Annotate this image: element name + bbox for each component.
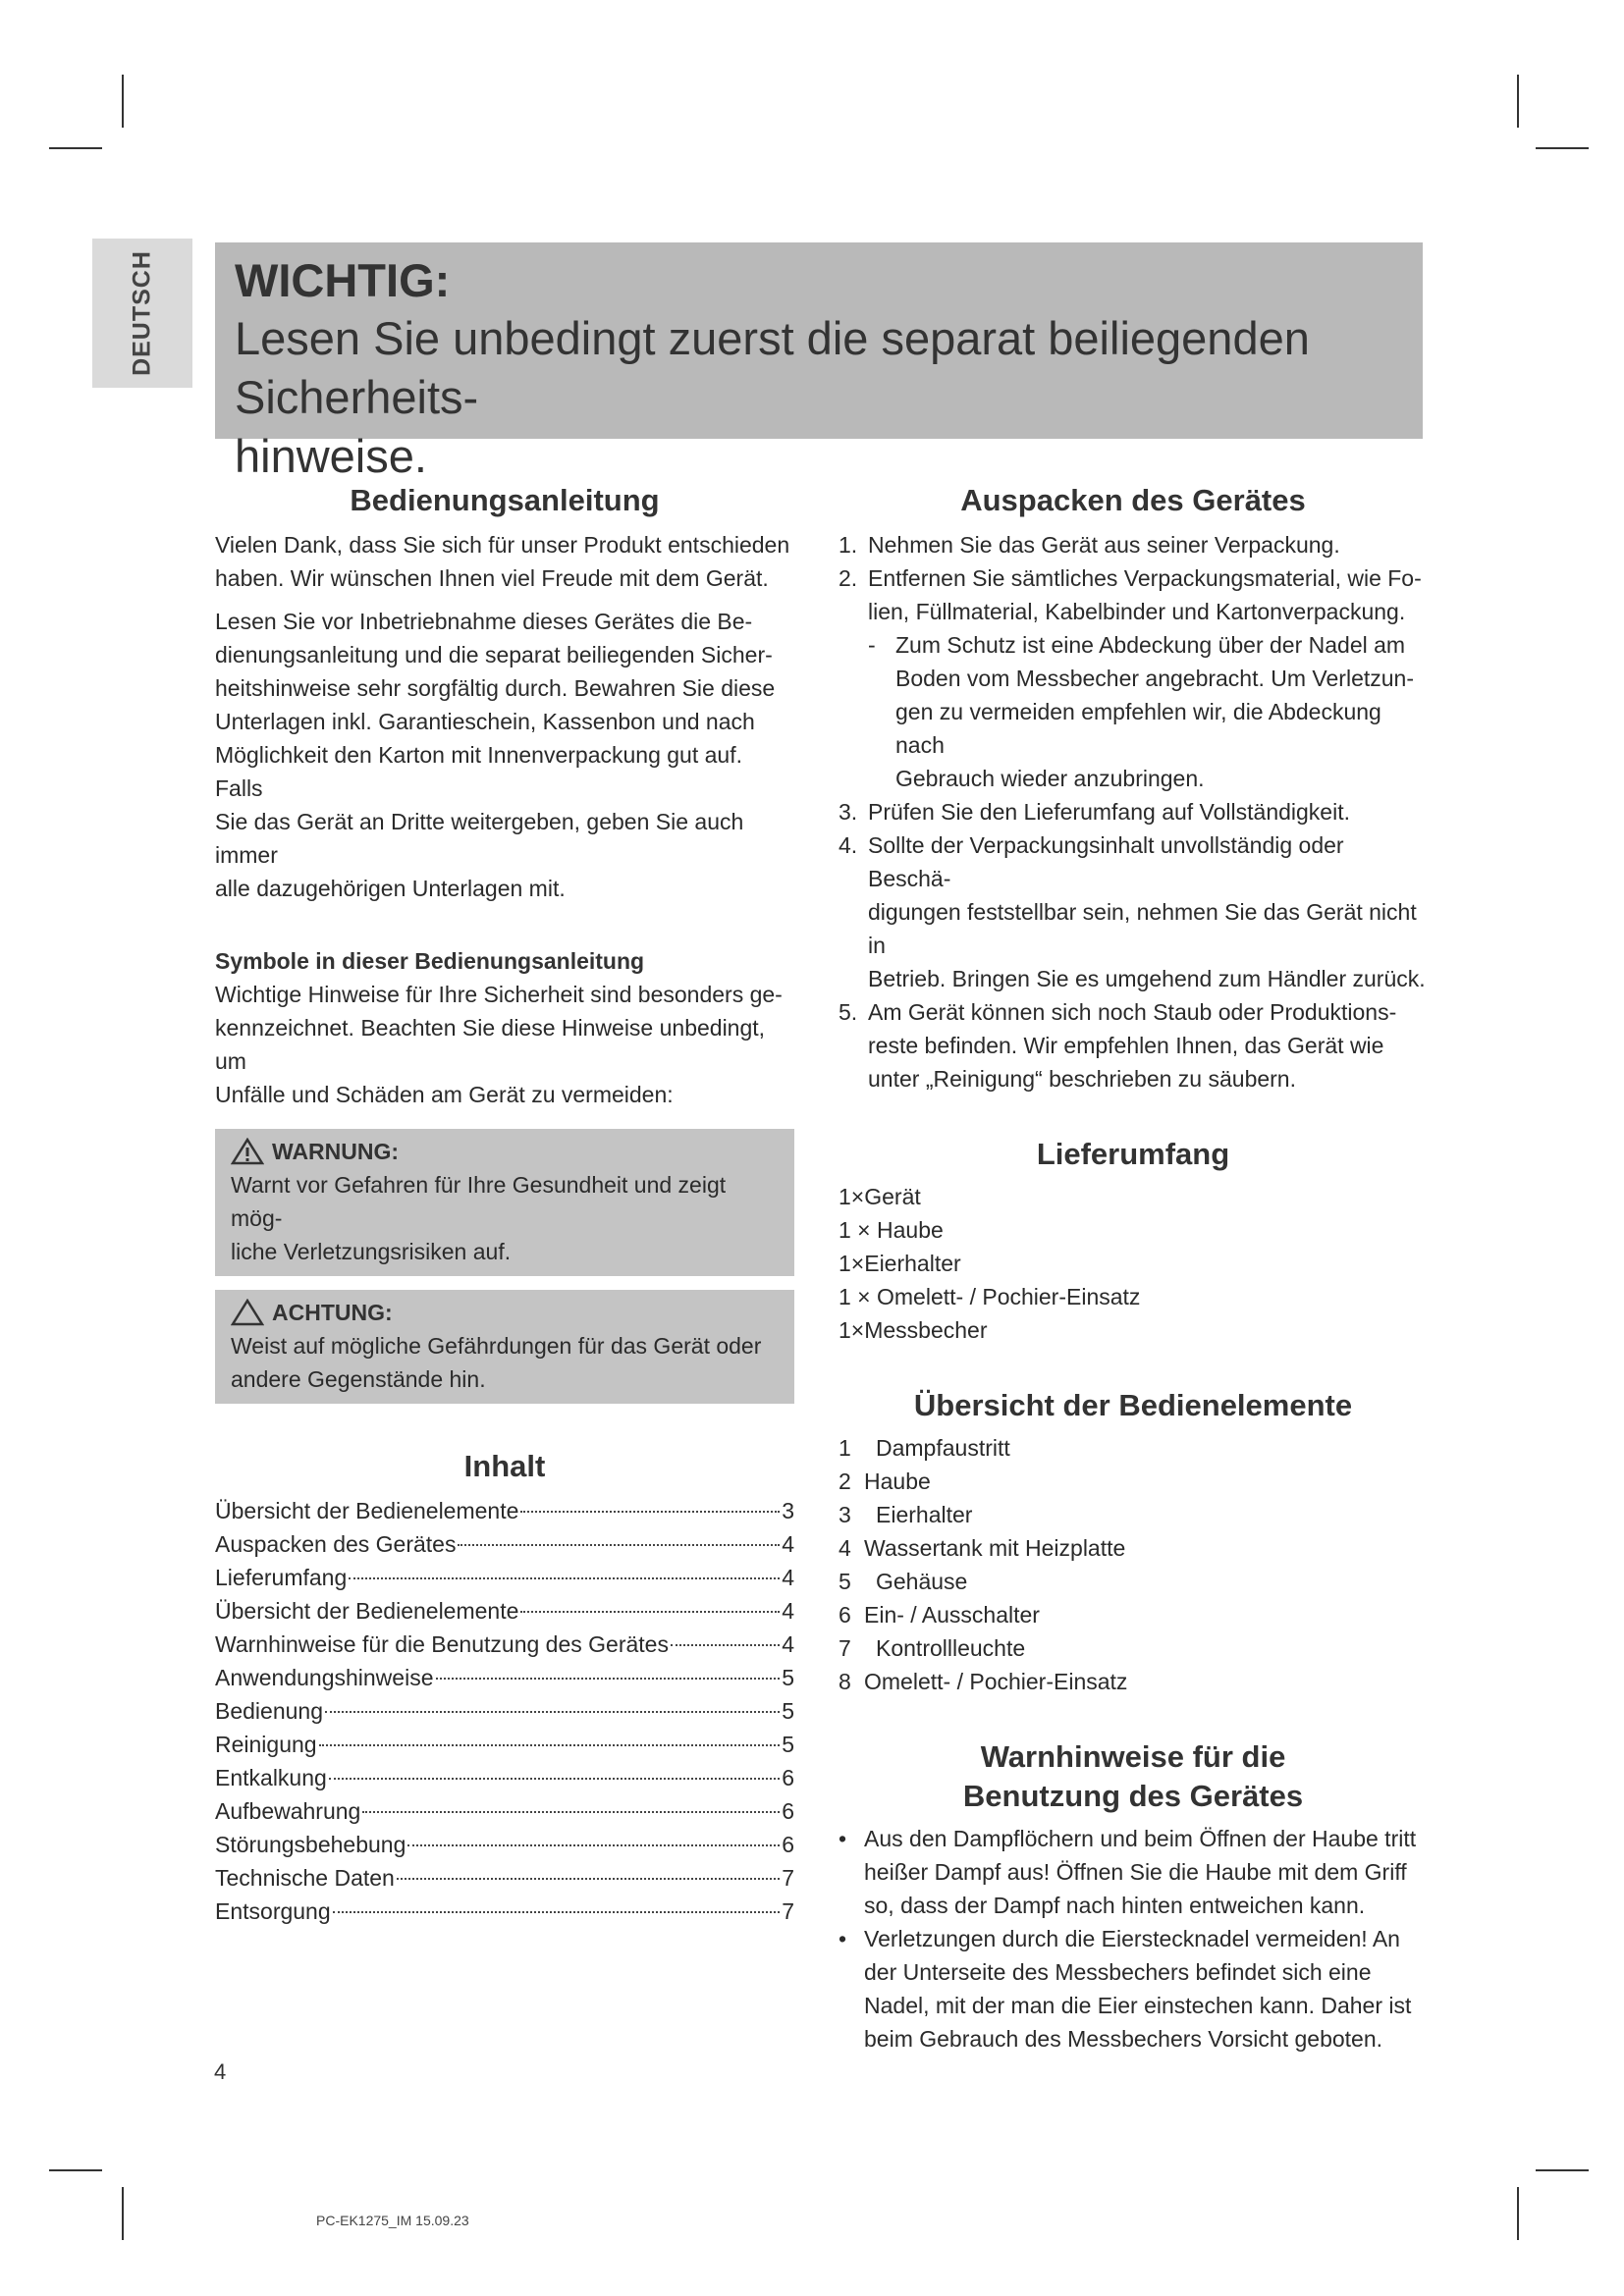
toc-label: Entkalkung — [215, 1765, 327, 1790]
section-heading-contents: Inhalt — [463, 1449, 546, 1483]
toc-page: 3 — [782, 1498, 794, 1523]
item-number: 2 — [839, 1468, 851, 1494]
warning-triangle-icon — [231, 1138, 264, 1165]
crop-mark — [1536, 2169, 1589, 2171]
text-line: unter „Reinigung“ beschrieben zu säubern. — [868, 1066, 1296, 1092]
toc-entry[interactable] — [215, 1861, 794, 1895]
item-number: 1 — [839, 1435, 851, 1461]
text-line: Warnt vor Gefahren für Ihre Gesundheit und zeigt mög- — [231, 1172, 727, 1231]
section-heading-scope: Lieferumfang — [1036, 1137, 1230, 1171]
controls-list — [839, 1431, 1428, 1698]
crop-mark — [122, 75, 124, 128]
text-line: beim Gebrauch des Messbechers Vorsicht geboten. — [864, 2026, 1383, 2052]
toc-label: Lieferumfang — [215, 1565, 348, 1590]
toc-page: 5 — [782, 1698, 794, 1724]
text-line: Sie das Gerät an Dritte weitergeben, geben Sie auch immer — [215, 809, 744, 868]
text-line: Nehmen Sie das Gerät aus seiner Verpackung. — [868, 532, 1340, 558]
language-label: DEUTSCH — [128, 250, 156, 376]
toc-page: 4 — [782, 1565, 794, 1590]
crop-mark — [49, 2169, 102, 2171]
language-tab — [92, 239, 192, 388]
toc-entry[interactable] — [215, 1828, 794, 1861]
toc-page: 4 — [782, 1598, 794, 1624]
item-label: Eierhalter — [876, 1502, 973, 1527]
list-item — [839, 1531, 1428, 1565]
toc-entry[interactable] — [215, 1661, 794, 1694]
toc-entry[interactable] — [215, 1761, 794, 1794]
crop-mark — [1536, 147, 1589, 149]
list-item — [839, 1665, 1428, 1698]
toc-page: 5 — [782, 1665, 794, 1690]
right-column — [839, 481, 1428, 2056]
item-label: Omelett- / Pochier-Einsatz — [864, 1669, 1128, 1694]
crop-mark — [1517, 75, 1519, 128]
list-item — [839, 1465, 1428, 1498]
toc-label: Übersicht der Bedienelemente — [215, 1598, 519, 1624]
unpacking-steps-continued — [839, 795, 1428, 1095]
item-number: 4 — [839, 1535, 851, 1561]
important-banner — [215, 242, 1423, 482]
intro-paragraph-1 — [215, 528, 794, 595]
step-number: 2. — [839, 565, 858, 591]
page-number: 4 — [214, 2059, 227, 2084]
text-line: gen zu vermeiden empfehlen wir, die Abdeckung nach — [895, 699, 1381, 758]
toc-page: 7 — [782, 1865, 794, 1891]
text-line: Prüfen Sie den Lieferumfang auf Vollständigkeit. — [868, 799, 1350, 825]
item-label: Wassertank mit Heizplatte — [864, 1535, 1126, 1561]
scope-list — [839, 1180, 1428, 1347]
toc-entry[interactable] — [215, 1628, 794, 1661]
warning-title-text: WARNUNG: — [272, 1139, 400, 1164]
toc-label: Technische Daten — [215, 1865, 395, 1891]
banner-title: WICHTIG: — [235, 254, 451, 306]
step-number: 5. — [839, 999, 858, 1025]
toc-entry[interactable] — [215, 1594, 794, 1628]
heading-line: Warnhinweise für die — [980, 1739, 1286, 1774]
toc-page: 5 — [782, 1732, 794, 1757]
toc-page: 4 — [782, 1531, 794, 1557]
toc-label: Auspacken des Gerätes — [215, 1531, 457, 1557]
toc-label: Anwendungshinweise — [215, 1665, 434, 1690]
item-label: Haube — [864, 1468, 931, 1494]
text-line: heitshinweise sehr sorgfältig durch. Bewahren Sie diese — [215, 675, 776, 701]
list-item: 1 × Omelett- / Pochier-Einsatz — [839, 1284, 1141, 1309]
toc-label: Reinigung — [215, 1732, 317, 1757]
item-label: Gehäuse — [876, 1569, 968, 1594]
list-item: 1 × Haube — [839, 1217, 944, 1243]
list-item — [839, 1598, 1428, 1631]
toc-label: Übersicht der Bedienelemente — [215, 1498, 519, 1523]
toc-entry[interactable] — [215, 1494, 794, 1527]
text-line: liche Verletzungsrisiken auf. — [231, 1239, 512, 1264]
section-heading-manual: Bedienungsanleitung — [350, 483, 660, 517]
item-number: 7 — [839, 1635, 851, 1661]
caution-title-text: ACHTUNG: — [272, 1300, 393, 1325]
text-line: Weist auf mögliche Gefährdungen für das Gerät oder — [231, 1333, 762, 1359]
text-line: Nadel, mit der man die Eier einstechen kann. Daher ist — [864, 1993, 1412, 2018]
unpacking-steps — [839, 528, 1428, 628]
warning-title — [231, 1135, 779, 1168]
item-label: Kontrollleuchte — [876, 1635, 1026, 1661]
toc-page: 7 — [782, 1898, 794, 1924]
toc-label: Warnhinweise für die Benutzung des Gerätes — [215, 1631, 669, 1657]
caution-title — [231, 1296, 779, 1329]
list-item — [839, 1565, 1428, 1598]
text-line: Unterlagen inkl. Garantieschein, Kassenbon und nach — [215, 709, 755, 734]
text-line: Unfälle und Schäden am Gerät zu vermeiden: — [215, 1082, 674, 1107]
symbols-text — [215, 978, 794, 1111]
text-line: andere Gegenstände hin. — [231, 1366, 486, 1392]
text-line: der Unterseite des Messbechers befindet sich eine — [864, 1959, 1372, 1985]
banner-line: Lesen Sie unbedingt zuerst die separat beiliegenden Sicherheits- — [235, 312, 1310, 423]
table-of-contents — [215, 1494, 794, 1928]
symbols-heading: Symbole in dieser Bedienungsanleitung — [215, 948, 645, 974]
bullet: • — [839, 1926, 847, 1951]
caution-box — [215, 1290, 794, 1404]
toc-page: 6 — [782, 1832, 794, 1857]
toc-entry[interactable] — [215, 1561, 794, 1594]
crop-mark — [49, 147, 102, 149]
text-line: digungen feststellbar sein, nehmen Sie das Gerät nicht in — [868, 899, 1417, 958]
list-item — [839, 561, 1428, 628]
list-item — [839, 528, 1428, 561]
text-line: so, dass der Dampf nach hinten entweichen kann. — [864, 1893, 1366, 1918]
text-line: Wichtige Hinweise für Ihre Sicherheit sind besonders ge- — [215, 982, 783, 1007]
toc-entry[interactable] — [215, 1527, 794, 1561]
toc-label: Entsorgung — [215, 1898, 331, 1924]
text-line: Am Gerät können sich noch Staub oder Produktions- — [868, 999, 1397, 1025]
caution-triangle-icon — [231, 1299, 264, 1326]
toc-entry[interactable] — [215, 1694, 794, 1728]
footer-code: PC-EK1275_IM 15.09.23 — [316, 2213, 469, 2228]
toc-entry[interactable] — [215, 1794, 794, 1828]
toc-entry[interactable] — [215, 1728, 794, 1761]
text-line: heißer Dampf aus! Öffnen Sie die Haube mit dem Griff — [864, 1859, 1407, 1885]
warnings-list — [839, 1822, 1428, 2056]
section-heading-controls: Übersicht der Bedienelemente — [913, 1388, 1353, 1422]
text-line: Sollte der Verpackungsinhalt unvollständig oder Beschä- — [868, 832, 1344, 891]
list-item: 1×Gerät — [839, 1184, 921, 1209]
text-line: Möglichkeit den Karton mit Innenverpackung gut auf. Falls — [215, 742, 742, 801]
item-number: 3 — [839, 1502, 851, 1527]
text-line: Betrieb. Bringen Sie es umgehend zum Händler zurück. — [868, 966, 1426, 991]
text-line: haben. Wir wünschen Ihnen viel Freude mit dem Gerät. — [215, 565, 769, 591]
text-line: Verletzungen durch die Eierstecknadel vermeiden! An — [864, 1926, 1400, 1951]
text-line: Aus den Dampflöchern und beim Öffnen der Haube tritt — [864, 1826, 1417, 1851]
text-line: Lesen Sie vor Inbetriebnahme dieses Gerätes die Be- — [215, 609, 753, 634]
toc-page: 4 — [782, 1631, 794, 1657]
text-line: lien, Füllmaterial, Kabelbinder und Kartonverpackung. — [868, 599, 1406, 624]
list-item: 1×Messbecher — [839, 1317, 988, 1343]
step-number: 4. — [839, 832, 858, 858]
list-item — [839, 1922, 1428, 2056]
list-item — [839, 1498, 1428, 1531]
toc-page: 6 — [782, 1798, 794, 1824]
list-item: 1×Eierhalter — [839, 1251, 961, 1276]
step-number: 1. — [839, 532, 858, 558]
list-item — [839, 828, 1428, 995]
text-line: Gebrauch wieder anzubringen. — [895, 766, 1205, 791]
step-number: 3. — [839, 799, 858, 825]
item-number: 6 — [839, 1602, 851, 1628]
list-item — [839, 1631, 1428, 1665]
intro-paragraph-2 — [215, 605, 794, 905]
toc-page: 6 — [782, 1765, 794, 1790]
text-line: Vielen Dank, dass Sie sich für unser Produkt entschieden — [215, 532, 790, 558]
text-line: alle dazugehörigen Unterlagen mit. — [215, 876, 566, 901]
bullet: • — [839, 1826, 847, 1851]
list-item — [839, 1431, 1428, 1465]
item-label: Ein- / Ausschalter — [864, 1602, 1040, 1628]
section-heading-unpacking: Auspacken des Gerätes — [960, 483, 1306, 517]
text-line: reste befinden. Wir empfehlen Ihnen, das Gerät wie — [868, 1033, 1384, 1058]
text-line: dienungsanleitung und die separat beiliegenden Sicher- — [215, 642, 773, 667]
text-line: Boden vom Messbecher angebracht. Um Verletzun- — [895, 666, 1414, 691]
dash: - — [868, 632, 876, 658]
item-number: 5 — [839, 1569, 851, 1594]
text-line: Entfernen Sie sämtliches Verpackungsmaterial, wie Fo- — [868, 565, 1422, 591]
section-heading-warnings — [839, 1737, 1428, 1816]
item-number: 8 — [839, 1669, 851, 1694]
sub-item — [839, 628, 1428, 795]
toc-label: Bedienung — [215, 1698, 323, 1724]
toc-label: Störungsbehebung — [215, 1832, 406, 1857]
text-line: kennzeichnet. Beachten Sie diese Hinweise unbedingt, um — [215, 1015, 766, 1074]
crop-mark — [1517, 2187, 1519, 2240]
crop-mark — [122, 2187, 124, 2240]
warning-box — [215, 1129, 794, 1276]
banner-line: hinweise. — [235, 430, 427, 482]
item-label: Dampfaustritt — [876, 1435, 1010, 1461]
list-item — [839, 1822, 1428, 1922]
toc-label: Aufbewahrung — [215, 1798, 361, 1824]
list-item — [839, 995, 1428, 1095]
list-item — [839, 795, 1428, 828]
left-column — [215, 481, 794, 1928]
heading-line: Benutzung des Gerätes — [962, 1779, 1304, 1813]
text-line: Zum Schutz ist eine Abdeckung über der Nadel am — [895, 632, 1406, 658]
toc-entry[interactable] — [215, 1895, 794, 1928]
